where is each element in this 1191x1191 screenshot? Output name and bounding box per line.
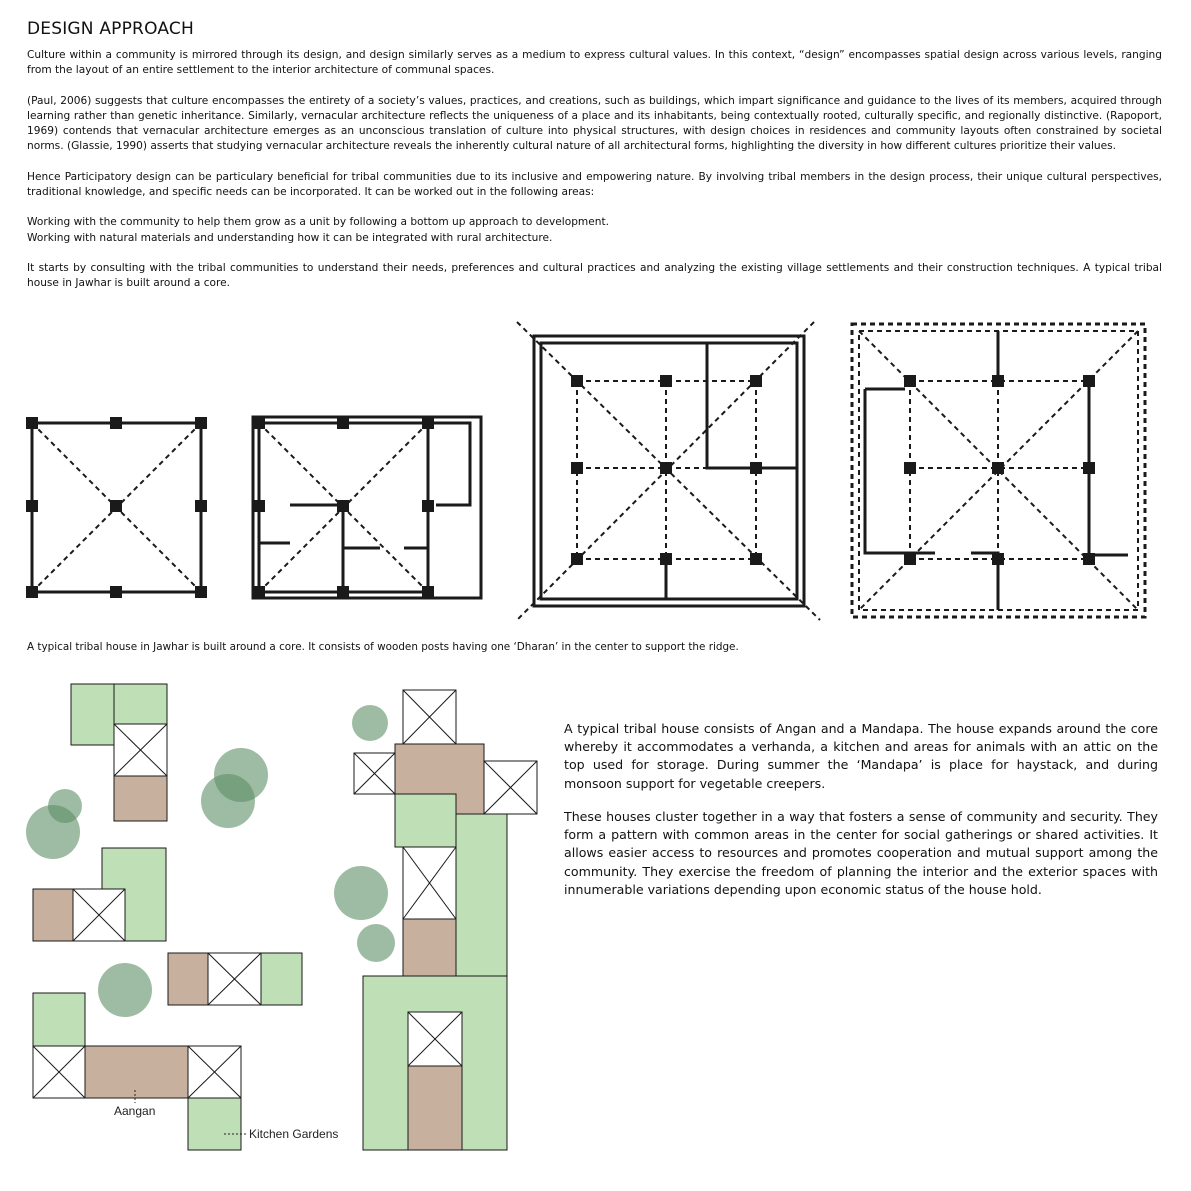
aangan-label: Aangan	[114, 1104, 156, 1118]
plan-diagram-2	[253, 417, 481, 598]
paragraph-areas-1: Working with the community to help them grow as a unit by following a bottom up approach to development.	[27, 216, 610, 228]
cluster-center	[334, 690, 537, 1150]
tree-icon	[352, 705, 388, 741]
house-description: A typical tribal house consists of Angan and a Mandapa. The house expands around the core whereby it accommodates a verhanda, a kitchen and areas for animals with an attic on the top used for storage. During summer the ‘Mandapa’ is place for haystack, and during monsoon support for vegetable creepers.	[564, 721, 1158, 791]
page-title: DESIGN APPROACH	[27, 19, 194, 39]
tree-icon	[98, 963, 152, 1017]
tree-icon	[334, 866, 388, 920]
paragraph-consulting: It starts by consulting with the tribal communities to understand their needs, preferences and cultural practices and analyzing the existing village settlements and their construction techniques. A typical tribal house in Jawhar is built around a core.	[27, 262, 1162, 289]
tree-icon	[357, 924, 395, 962]
cluster-left	[26, 684, 338, 1150]
paragraph-participatory: Hence Participatory design can be particulary beneficial for tribal communities due to its inclusive and empowering nature. By involving tribal members in the design process, their unique cultural perspectives, traditional knowledge, and specific needs can be incorporated. It can be worked out in the following areas:	[27, 171, 1162, 198]
cluster-description: These houses cluster together in a way that fosters a sense of community and security. They form a pattern with common areas in the center for social gatherings or shared activities. It allows easier access to resources and promotes cooperation and mutual support among the community. They exercise the freedom of planning the interior and the exterior spaces with innumerable variations depending upon economic status of the house hold.	[564, 809, 1158, 897]
plan-diagram-3	[517, 322, 820, 620]
tree-icon	[48, 789, 82, 823]
paragraph-areas-2: Working with natural materials and understanding how it can be integrated with rural architecture.	[27, 232, 553, 244]
tree-icon	[201, 774, 255, 828]
paragraph-vernacular: (Paul, 2006) suggests that culture encompasses the entirety of a society’s values, practices, and creations, such as buildings, which impart significance and guidance to the lives of its members, acquired through learning rather than genetic inheritance. Similarly, vernacular architecture reflects the uniqueness of a place and its inhabitants, being contextually rooted, culturally specific, and regionally distinctive. (Rapoport, 1969) contends that vernacular architecture emerges as an unconscious translation of culture into physical structures, with design choices in residences and community layouts often constrained by societal norms. (Glassie, 1990) asserts that studying vernacular architecture reveals the inherently cultural nature of all architectural forms, highlighting the diversity in how different cultures prioritize their values.	[27, 95, 1162, 152]
tree-icon	[214, 748, 268, 802]
paragraph-culture: Culture within a community is mirrored through its design, and design similarly serves as a medium to express cultural values. In this context, “design” encompasses spatial design across various levels, ranging from the layout of an entire settlement to the interior architecture of communal spaces.	[27, 49, 1162, 76]
kitchen-gardens-label: Kitchen Gardens	[249, 1127, 339, 1141]
plan-diagram-1	[26, 417, 207, 598]
diagram-caption: A typical tribal house in Jawhar is built around a core. It consists of wooden posts having one ‘Dharan’ in the center to support the ridge.	[27, 641, 739, 653]
plan-diagram-4	[852, 324, 1145, 617]
tree-icon	[26, 805, 80, 859]
